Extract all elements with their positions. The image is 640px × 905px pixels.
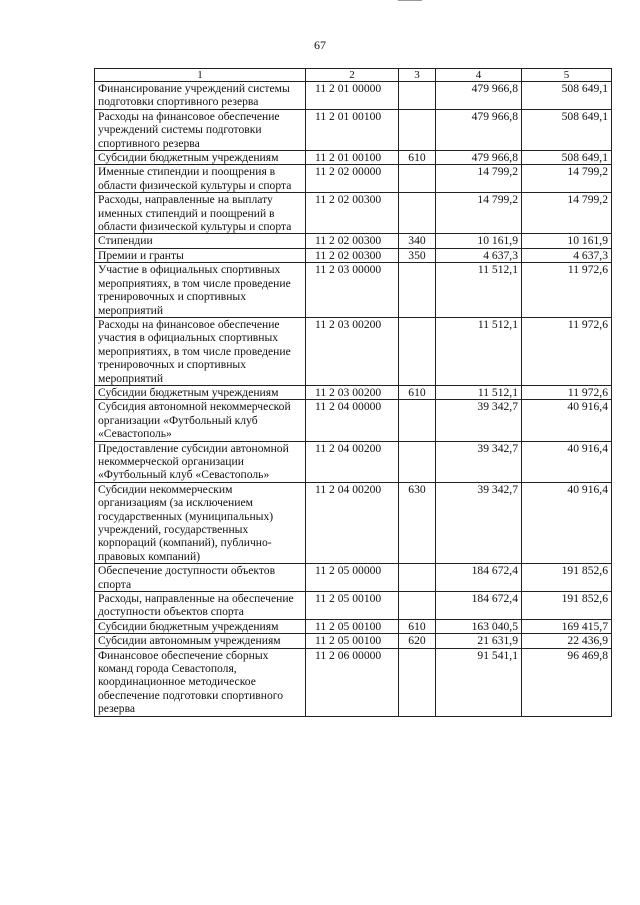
row-expense-type-cell: [399, 109, 436, 150]
row-name-cell: Предоставление субсидии автономной некоммерческой организации «Футбольный клуб «Севастополь»: [95, 441, 306, 482]
row-value-2-cell: 40 916,4: [522, 482, 612, 563]
row-value-1-cell: 479 966,8: [436, 82, 522, 110]
row-value-1-cell: 11 512,1: [436, 263, 522, 318]
row-value-2-cell: 14 799,2: [522, 193, 612, 234]
row-value-1-cell: 479 966,8: [436, 109, 522, 150]
row-name-cell: Субсидии бюджетным учреждениям: [95, 385, 306, 399]
row-expense-type-cell: [399, 592, 436, 620]
row-expense-type-cell: [399, 82, 436, 110]
row-code-cell: 11 2 03 00200: [306, 317, 399, 385]
row-code-cell: 11 2 02 00300: [306, 234, 399, 248]
row-value-2-cell: 191 852,6: [522, 592, 612, 620]
table-row: [95, 482, 612, 563]
table-row: [95, 317, 612, 385]
row-code-cell: 11 2 04 00000: [306, 400, 399, 441]
row-name-cell: Субсидия автономной некоммерческой организации «Футбольный клуб «Севастополь»: [95, 400, 306, 441]
row-value-1-cell: 14 799,2: [436, 193, 522, 234]
table-row: [95, 248, 612, 262]
table-row: [95, 82, 612, 110]
row-code-cell: 11 2 05 00100: [306, 619, 399, 633]
row-value-2-cell: 508 649,1: [522, 109, 612, 150]
row-code-cell: 11 2 05 00100: [306, 634, 399, 648]
row-value-1-cell: 11 512,1: [436, 385, 522, 399]
row-name-cell: Расходы на финансовое обеспечение участия в официальных спортивных мероприятиях, в том числе проведение тренировочных и спортивных мероприятий: [95, 317, 306, 385]
row-code-cell: 11 2 03 00200: [306, 385, 399, 399]
row-name-cell: Субсидии автономным учреждениям: [95, 634, 306, 648]
row-value-2-cell: 40 916,4: [522, 441, 612, 482]
row-code-cell: 11 2 05 00000: [306, 564, 399, 592]
table-row: [95, 165, 612, 193]
row-name-cell: Субсидии бюджетным учреждениям: [95, 619, 306, 633]
row-value-1-cell: 4 637,3: [436, 248, 522, 262]
row-value-1-cell: 91 541,1: [436, 648, 522, 716]
row-value-1-cell: 39 342,7: [436, 441, 522, 482]
row-code-cell: 11 2 02 00300: [306, 248, 399, 262]
row-value-2-cell: 22 436,9: [522, 634, 612, 648]
table-row: [95, 400, 612, 441]
row-value-1-cell: 479 966,8: [436, 151, 522, 165]
row-code-cell: 11 2 01 00000: [306, 82, 399, 110]
header-cell-type: 3: [399, 69, 436, 82]
row-name-cell: Участие в официальных спортивных мероприятиях, в том числе проведение тренировочных и спортивных мероприятий: [95, 263, 306, 318]
row-value-1-cell: 11 512,1: [436, 317, 522, 385]
row-name-cell: Субсидии некоммерческим организациям (за исключением государственных (муниципальных) учреждений, государственных корпораций (компаний), публично-правовых компаний): [95, 482, 306, 563]
row-value-2-cell: 4 637,3: [522, 248, 612, 262]
row-name-cell: Финансирование учреждений системы подготовки спортивного резерва: [95, 82, 306, 110]
row-code-cell: 11 2 01 00100: [306, 109, 399, 150]
table-row: [95, 592, 612, 620]
row-expense-type-cell: [399, 441, 436, 482]
row-value-1-cell: 10 161,9: [436, 234, 522, 248]
page-number: 67: [314, 38, 326, 52]
row-code-cell: 11 2 04 00200: [306, 482, 399, 563]
table-row: [95, 564, 612, 592]
row-name-cell: Стипендии: [95, 234, 306, 248]
row-value-2-cell: 40 916,4: [522, 400, 612, 441]
top-edge-mark: [398, 0, 422, 1]
row-expense-type-cell: [399, 400, 436, 441]
row-value-2-cell: 14 799,2: [522, 165, 612, 193]
row-name-cell: Расходы, направленные на выплату именных стипендий и поощрений в области физической культуры и спорта: [95, 193, 306, 234]
row-value-1-cell: 39 342,7: [436, 400, 522, 441]
table-row: [95, 385, 612, 399]
header-cell-name: 1: [95, 69, 306, 82]
row-expense-type-cell: 610: [399, 385, 436, 399]
row-value-2-cell: 11 972,6: [522, 317, 612, 385]
row-code-cell: 11 2 02 00000: [306, 165, 399, 193]
table-row: [95, 193, 612, 234]
header-cell-value-2: 5: [522, 69, 612, 82]
table-body: [95, 69, 612, 717]
row-name-cell: Обеспечение доступности объектов спорта: [95, 564, 306, 592]
row-value-2-cell: 169 415,7: [522, 619, 612, 633]
row-value-1-cell: 184 672,4: [436, 564, 522, 592]
budget-table: [94, 68, 612, 717]
row-name-cell: Субсидии бюджетным учреждениям: [95, 151, 306, 165]
row-name-cell: Расходы на финансовое обеспечение учреждений системы подготовки спортивного резерва: [95, 109, 306, 150]
table-row: [95, 263, 612, 318]
row-value-2-cell: 96 469,8: [522, 648, 612, 716]
row-name-cell: Финансовое обеспечение сборных команд города Севастополя, координационное методическое обеспечение подготовки спортивного резерва: [95, 648, 306, 716]
table-row: [95, 634, 612, 648]
row-name-cell: Расходы, направленные на обеспечение доступности объектов спорта: [95, 592, 306, 620]
row-expense-type-cell: 610: [399, 151, 436, 165]
row-expense-type-cell: 610: [399, 619, 436, 633]
row-expense-type-cell: [399, 193, 436, 234]
header-row: [95, 69, 612, 82]
header-cell-code: 2: [306, 69, 399, 82]
table-row: [95, 441, 612, 482]
row-expense-type-cell: [399, 648, 436, 716]
row-value-1-cell: 14 799,2: [436, 165, 522, 193]
row-value-2-cell: 11 972,6: [522, 385, 612, 399]
row-expense-type-cell: [399, 317, 436, 385]
row-expense-type-cell: [399, 564, 436, 592]
row-value-1-cell: 163 040,5: [436, 619, 522, 633]
row-value-1-cell: 39 342,7: [436, 482, 522, 563]
row-code-cell: 11 2 04 00200: [306, 441, 399, 482]
table-row: [95, 619, 612, 633]
row-value-2-cell: 508 649,1: [522, 82, 612, 110]
row-name-cell: Именные стипендии и поощрения в области физической культуры и спорта: [95, 165, 306, 193]
row-name-cell: Премии и гранты: [95, 248, 306, 262]
row-code-cell: 11 2 05 00100: [306, 592, 399, 620]
row-code-cell: 11 2 01 00100: [306, 151, 399, 165]
header-cell-value-1: 4: [436, 69, 522, 82]
row-code-cell: 11 2 03 00000: [306, 263, 399, 318]
row-expense-type-cell: 350: [399, 248, 436, 262]
row-value-2-cell: 508 649,1: [522, 151, 612, 165]
row-value-2-cell: 11 972,6: [522, 263, 612, 318]
table-row: [95, 109, 612, 150]
row-code-cell: 11 2 02 00300: [306, 193, 399, 234]
table-row: [95, 648, 612, 716]
row-value-1-cell: 184 672,4: [436, 592, 522, 620]
table-row: [95, 234, 612, 248]
row-code-cell: 11 2 06 00000: [306, 648, 399, 716]
row-expense-type-cell: [399, 263, 436, 318]
row-expense-type-cell: 620: [399, 634, 436, 648]
row-value-2-cell: 10 161,9: [522, 234, 612, 248]
row-value-1-cell: 21 631,9: [436, 634, 522, 648]
table-row: [95, 151, 612, 165]
row-value-2-cell: 191 852,6: [522, 564, 612, 592]
row-expense-type-cell: 630: [399, 482, 436, 563]
row-expense-type-cell: 340: [399, 234, 436, 248]
row-expense-type-cell: [399, 165, 436, 193]
